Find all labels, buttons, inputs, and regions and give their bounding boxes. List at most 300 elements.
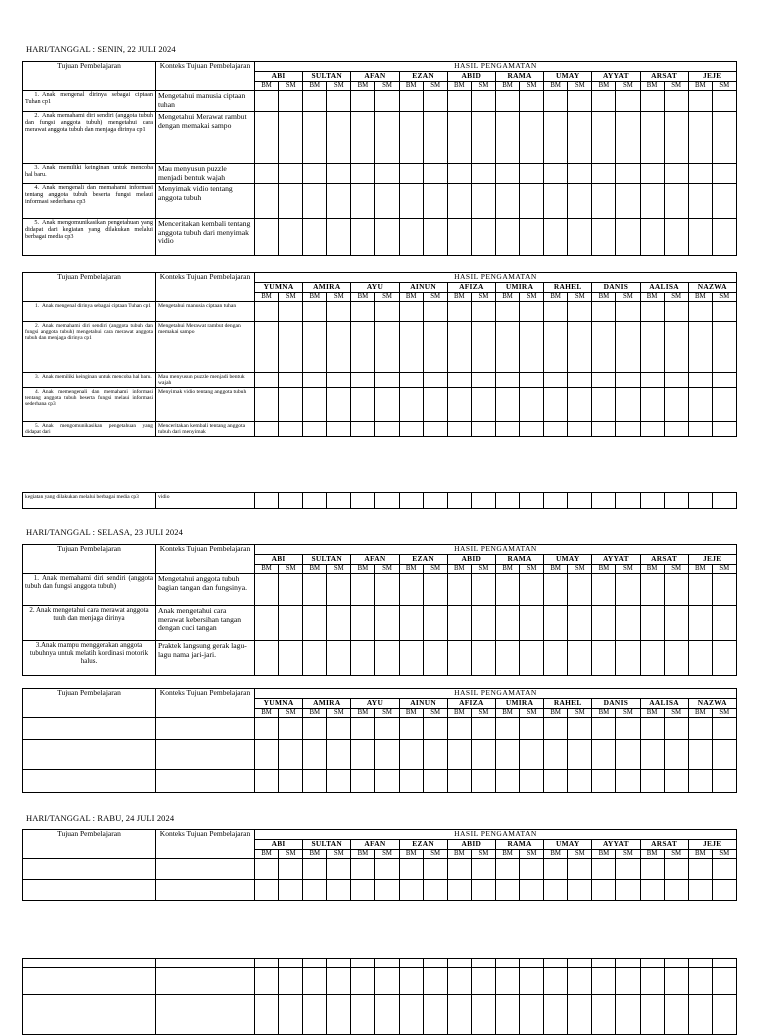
observation-cell[interactable] xyxy=(568,995,592,1035)
observation-cell[interactable] xyxy=(495,184,519,219)
observation-cell[interactable] xyxy=(351,959,375,968)
observation-cell[interactable] xyxy=(423,641,447,676)
observation-cell[interactable] xyxy=(447,302,471,322)
observation-cell[interactable] xyxy=(447,91,471,112)
observation-cell[interactable] xyxy=(471,91,495,112)
observation-cell[interactable] xyxy=(568,740,592,770)
observation-cell[interactable] xyxy=(568,164,592,184)
observation-cell[interactable] xyxy=(351,995,375,1035)
observation-cell[interactable] xyxy=(688,164,712,184)
observation-cell[interactable] xyxy=(471,770,495,793)
observation-cell[interactable] xyxy=(520,184,544,219)
observation-cell[interactable] xyxy=(568,219,592,256)
observation-cell[interactable] xyxy=(688,302,712,322)
observation-cell[interactable] xyxy=(664,770,688,793)
observation-cell[interactable] xyxy=(712,322,736,373)
observation-cell[interactable] xyxy=(375,184,399,219)
observation-cell[interactable] xyxy=(712,880,736,901)
observation-cell[interactable] xyxy=(568,641,592,676)
observation-cell[interactable] xyxy=(664,91,688,112)
observation-cell[interactable] xyxy=(495,112,519,164)
observation-cell[interactable] xyxy=(712,164,736,184)
observation-cell[interactable] xyxy=(520,219,544,256)
observation-cell[interactable] xyxy=(351,302,375,322)
observation-cell[interactable] xyxy=(592,164,616,184)
observation-cell[interactable] xyxy=(279,91,303,112)
observation-cell[interactable] xyxy=(399,606,423,641)
observation-cell[interactable] xyxy=(255,302,279,322)
observation-cell[interactable] xyxy=(520,718,544,740)
observation-cell[interactable] xyxy=(351,574,375,606)
observation-cell[interactable] xyxy=(303,740,327,770)
observation-cell[interactable] xyxy=(520,164,544,184)
observation-cell[interactable] xyxy=(471,641,495,676)
observation-cell[interactable] xyxy=(327,219,351,256)
observation-cell[interactable] xyxy=(616,995,640,1035)
observation-cell[interactable] xyxy=(447,641,471,676)
observation-cell[interactable] xyxy=(351,740,375,770)
observation-cell[interactable] xyxy=(471,606,495,641)
observation-cell[interactable] xyxy=(712,388,736,422)
observation-cell[interactable] xyxy=(447,422,471,437)
observation-cell[interactable] xyxy=(279,740,303,770)
observation-cell[interactable] xyxy=(688,493,712,509)
observation-cell[interactable] xyxy=(592,91,616,112)
observation-cell[interactable] xyxy=(327,422,351,437)
observation-cell[interactable] xyxy=(664,718,688,740)
observation-cell[interactable] xyxy=(712,493,736,509)
observation-cell[interactable] xyxy=(255,606,279,641)
observation-cell[interactable] xyxy=(399,859,423,880)
observation-cell[interactable] xyxy=(640,184,664,219)
observation-cell[interactable] xyxy=(544,388,568,422)
observation-cell[interactable] xyxy=(544,302,568,322)
observation-cell[interactable] xyxy=(592,219,616,256)
observation-cell[interactable] xyxy=(447,373,471,388)
observation-cell[interactable] xyxy=(375,91,399,112)
observation-cell[interactable] xyxy=(495,322,519,373)
observation-cell[interactable] xyxy=(592,388,616,422)
observation-cell[interactable] xyxy=(712,112,736,164)
observation-cell[interactable] xyxy=(640,388,664,422)
observation-cell[interactable] xyxy=(592,880,616,901)
observation-cell[interactable] xyxy=(303,388,327,422)
observation-cell[interactable] xyxy=(255,968,279,995)
observation-cell[interactable] xyxy=(447,995,471,1035)
observation-cell[interactable] xyxy=(544,574,568,606)
observation-cell[interactable] xyxy=(592,422,616,437)
observation-cell[interactable] xyxy=(688,184,712,219)
observation-cell[interactable] xyxy=(544,219,568,256)
observation-cell[interactable] xyxy=(520,91,544,112)
observation-cell[interactable] xyxy=(520,373,544,388)
observation-cell[interactable] xyxy=(375,493,399,509)
observation-cell[interactable] xyxy=(520,968,544,995)
observation-cell[interactable] xyxy=(327,641,351,676)
observation-cell[interactable] xyxy=(327,373,351,388)
observation-cell[interactable] xyxy=(423,164,447,184)
observation-cell[interactable] xyxy=(303,718,327,740)
observation-cell[interactable] xyxy=(664,641,688,676)
observation-cell[interactable] xyxy=(279,641,303,676)
observation-cell[interactable] xyxy=(640,493,664,509)
observation-cell[interactable] xyxy=(688,322,712,373)
observation-cell[interactable] xyxy=(303,91,327,112)
observation-cell[interactable] xyxy=(279,859,303,880)
observation-cell[interactable] xyxy=(447,112,471,164)
observation-cell[interactable] xyxy=(375,219,399,256)
observation-cell[interactable] xyxy=(568,880,592,901)
observation-cell[interactable] xyxy=(279,959,303,968)
observation-cell[interactable] xyxy=(495,968,519,995)
observation-cell[interactable] xyxy=(255,995,279,1035)
observation-cell[interactable] xyxy=(640,322,664,373)
observation-cell[interactable] xyxy=(375,373,399,388)
observation-cell[interactable] xyxy=(688,606,712,641)
observation-cell[interactable] xyxy=(640,770,664,793)
observation-cell[interactable] xyxy=(327,959,351,968)
observation-cell[interactable] xyxy=(712,219,736,256)
observation-cell[interactable] xyxy=(568,184,592,219)
observation-cell[interactable] xyxy=(255,574,279,606)
observation-cell[interactable] xyxy=(592,968,616,995)
observation-cell[interactable] xyxy=(568,422,592,437)
observation-cell[interactable] xyxy=(447,388,471,422)
observation-cell[interactable] xyxy=(303,968,327,995)
observation-cell[interactable] xyxy=(423,493,447,509)
observation-cell[interactable] xyxy=(544,740,568,770)
observation-cell[interactable] xyxy=(664,995,688,1035)
observation-cell[interactable] xyxy=(303,184,327,219)
observation-cell[interactable] xyxy=(495,770,519,793)
observation-cell[interactable] xyxy=(471,718,495,740)
observation-cell[interactable] xyxy=(423,740,447,770)
observation-cell[interactable] xyxy=(351,422,375,437)
observation-cell[interactable] xyxy=(447,718,471,740)
observation-cell[interactable] xyxy=(616,91,640,112)
observation-cell[interactable] xyxy=(568,959,592,968)
observation-cell[interactable] xyxy=(640,373,664,388)
observation-cell[interactable] xyxy=(495,880,519,901)
observation-cell[interactable] xyxy=(712,91,736,112)
observation-cell[interactable] xyxy=(544,164,568,184)
observation-cell[interactable] xyxy=(351,606,375,641)
observation-cell[interactable] xyxy=(327,968,351,995)
observation-cell[interactable] xyxy=(520,388,544,422)
observation-cell[interactable] xyxy=(423,91,447,112)
observation-cell[interactable] xyxy=(471,959,495,968)
observation-cell[interactable] xyxy=(664,959,688,968)
observation-cell[interactable] xyxy=(688,373,712,388)
observation-cell[interactable] xyxy=(255,388,279,422)
observation-cell[interactable] xyxy=(568,606,592,641)
observation-cell[interactable] xyxy=(423,959,447,968)
observation-cell[interactable] xyxy=(688,91,712,112)
observation-cell[interactable] xyxy=(423,968,447,995)
observation-cell[interactable] xyxy=(375,641,399,676)
observation-cell[interactable] xyxy=(279,219,303,256)
observation-cell[interactable] xyxy=(664,219,688,256)
observation-cell[interactable] xyxy=(544,880,568,901)
observation-cell[interactable] xyxy=(592,322,616,373)
observation-cell[interactable] xyxy=(351,322,375,373)
observation-cell[interactable] xyxy=(544,322,568,373)
observation-cell[interactable] xyxy=(423,995,447,1035)
observation-cell[interactable] xyxy=(688,959,712,968)
observation-cell[interactable] xyxy=(327,574,351,606)
observation-cell[interactable] xyxy=(423,574,447,606)
observation-cell[interactable] xyxy=(544,995,568,1035)
observation-cell[interactable] xyxy=(375,164,399,184)
observation-cell[interactable] xyxy=(616,574,640,606)
observation-cell[interactable] xyxy=(712,718,736,740)
observation-cell[interactable] xyxy=(664,740,688,770)
observation-cell[interactable] xyxy=(568,388,592,422)
observation-cell[interactable] xyxy=(544,606,568,641)
observation-cell[interactable] xyxy=(327,91,351,112)
observation-cell[interactable] xyxy=(616,184,640,219)
observation-cell[interactable] xyxy=(423,302,447,322)
observation-cell[interactable] xyxy=(351,968,375,995)
observation-cell[interactable] xyxy=(351,641,375,676)
observation-cell[interactable] xyxy=(303,493,327,509)
observation-cell[interactable] xyxy=(568,91,592,112)
observation-cell[interactable] xyxy=(616,493,640,509)
observation-cell[interactable] xyxy=(423,184,447,219)
observation-cell[interactable] xyxy=(375,880,399,901)
observation-cell[interactable] xyxy=(664,859,688,880)
observation-cell[interactable] xyxy=(447,770,471,793)
observation-cell[interactable] xyxy=(423,373,447,388)
observation-cell[interactable] xyxy=(592,859,616,880)
observation-cell[interactable] xyxy=(447,574,471,606)
observation-cell[interactable] xyxy=(568,770,592,793)
observation-cell[interactable] xyxy=(495,859,519,880)
observation-cell[interactable] xyxy=(568,718,592,740)
observation-cell[interactable] xyxy=(520,770,544,793)
observation-cell[interactable] xyxy=(327,740,351,770)
observation-cell[interactable] xyxy=(303,164,327,184)
observation-cell[interactable] xyxy=(423,388,447,422)
observation-cell[interactable] xyxy=(664,968,688,995)
observation-cell[interactable] xyxy=(544,184,568,219)
observation-cell[interactable] xyxy=(664,373,688,388)
observation-cell[interactable] xyxy=(616,322,640,373)
observation-cell[interactable] xyxy=(303,373,327,388)
observation-cell[interactable] xyxy=(399,718,423,740)
observation-cell[interactable] xyxy=(375,968,399,995)
observation-cell[interactable] xyxy=(351,219,375,256)
observation-cell[interactable] xyxy=(520,641,544,676)
observation-cell[interactable] xyxy=(399,641,423,676)
observation-cell[interactable] xyxy=(255,373,279,388)
observation-cell[interactable] xyxy=(447,322,471,373)
observation-cell[interactable] xyxy=(616,880,640,901)
observation-cell[interactable] xyxy=(303,880,327,901)
observation-cell[interactable] xyxy=(255,91,279,112)
observation-cell[interactable] xyxy=(375,302,399,322)
observation-cell[interactable] xyxy=(279,184,303,219)
observation-cell[interactable] xyxy=(712,959,736,968)
observation-cell[interactable] xyxy=(640,91,664,112)
observation-cell[interactable] xyxy=(640,859,664,880)
observation-cell[interactable] xyxy=(471,995,495,1035)
observation-cell[interactable] xyxy=(688,112,712,164)
observation-cell[interactable] xyxy=(255,164,279,184)
observation-cell[interactable] xyxy=(279,422,303,437)
observation-cell[interactable] xyxy=(399,880,423,901)
observation-cell[interactable] xyxy=(447,740,471,770)
observation-cell[interactable] xyxy=(423,718,447,740)
observation-cell[interactable] xyxy=(712,574,736,606)
observation-cell[interactable] xyxy=(688,880,712,901)
observation-cell[interactable] xyxy=(568,302,592,322)
observation-cell[interactable] xyxy=(688,388,712,422)
observation-cell[interactable] xyxy=(688,641,712,676)
observation-cell[interactable] xyxy=(399,995,423,1035)
observation-cell[interactable] xyxy=(568,112,592,164)
observation-cell[interactable] xyxy=(688,995,712,1035)
observation-cell[interactable] xyxy=(255,959,279,968)
observation-cell[interactable] xyxy=(279,112,303,164)
observation-cell[interactable] xyxy=(351,718,375,740)
observation-cell[interactable] xyxy=(423,606,447,641)
observation-cell[interactable] xyxy=(471,422,495,437)
observation-cell[interactable] xyxy=(592,606,616,641)
observation-cell[interactable] xyxy=(495,606,519,641)
observation-cell[interactable] xyxy=(255,322,279,373)
observation-cell[interactable] xyxy=(423,422,447,437)
observation-cell[interactable] xyxy=(423,322,447,373)
observation-cell[interactable] xyxy=(664,322,688,373)
observation-cell[interactable] xyxy=(255,112,279,164)
observation-cell[interactable] xyxy=(447,606,471,641)
observation-cell[interactable] xyxy=(640,422,664,437)
observation-cell[interactable] xyxy=(520,493,544,509)
observation-cell[interactable] xyxy=(399,322,423,373)
observation-cell[interactable] xyxy=(375,112,399,164)
observation-cell[interactable] xyxy=(495,388,519,422)
observation-cell[interactable] xyxy=(640,164,664,184)
observation-cell[interactable] xyxy=(640,574,664,606)
observation-cell[interactable] xyxy=(255,219,279,256)
observation-cell[interactable] xyxy=(520,859,544,880)
observation-cell[interactable] xyxy=(279,606,303,641)
observation-cell[interactable] xyxy=(399,184,423,219)
observation-cell[interactable] xyxy=(351,164,375,184)
observation-cell[interactable] xyxy=(471,164,495,184)
observation-cell[interactable] xyxy=(640,641,664,676)
observation-cell[interactable] xyxy=(544,422,568,437)
observation-cell[interactable] xyxy=(303,641,327,676)
observation-cell[interactable] xyxy=(471,388,495,422)
observation-cell[interactable] xyxy=(279,880,303,901)
observation-cell[interactable] xyxy=(616,219,640,256)
observation-cell[interactable] xyxy=(495,959,519,968)
observation-cell[interactable] xyxy=(616,740,640,770)
observation-cell[interactable] xyxy=(568,322,592,373)
observation-cell[interactable] xyxy=(471,740,495,770)
observation-cell[interactable] xyxy=(712,770,736,793)
observation-cell[interactable] xyxy=(640,718,664,740)
observation-cell[interactable] xyxy=(399,959,423,968)
observation-cell[interactable] xyxy=(688,718,712,740)
observation-cell[interactable] xyxy=(351,184,375,219)
observation-cell[interactable] xyxy=(544,770,568,793)
observation-cell[interactable] xyxy=(303,959,327,968)
observation-cell[interactable] xyxy=(303,322,327,373)
observation-cell[interactable] xyxy=(664,164,688,184)
observation-cell[interactable] xyxy=(616,959,640,968)
observation-cell[interactable] xyxy=(327,302,351,322)
observation-cell[interactable] xyxy=(255,770,279,793)
observation-cell[interactable] xyxy=(520,740,544,770)
observation-cell[interactable] xyxy=(471,219,495,256)
observation-cell[interactable] xyxy=(375,959,399,968)
observation-cell[interactable] xyxy=(351,112,375,164)
observation-cell[interactable] xyxy=(640,880,664,901)
observation-cell[interactable] xyxy=(351,373,375,388)
observation-cell[interactable] xyxy=(255,184,279,219)
observation-cell[interactable] xyxy=(327,164,351,184)
observation-cell[interactable] xyxy=(520,322,544,373)
observation-cell[interactable] xyxy=(423,219,447,256)
observation-cell[interactable] xyxy=(616,302,640,322)
observation-cell[interactable] xyxy=(327,995,351,1035)
observation-cell[interactable] xyxy=(447,968,471,995)
observation-cell[interactable] xyxy=(640,302,664,322)
observation-cell[interactable] xyxy=(520,422,544,437)
observation-cell[interactable] xyxy=(664,112,688,164)
observation-cell[interactable] xyxy=(664,422,688,437)
observation-cell[interactable] xyxy=(664,574,688,606)
observation-cell[interactable] xyxy=(544,968,568,995)
observation-cell[interactable] xyxy=(712,373,736,388)
observation-cell[interactable] xyxy=(375,770,399,793)
observation-cell[interactable] xyxy=(592,740,616,770)
observation-cell[interactable] xyxy=(568,859,592,880)
observation-cell[interactable] xyxy=(688,219,712,256)
observation-cell[interactable] xyxy=(375,322,399,373)
observation-cell[interactable] xyxy=(640,606,664,641)
observation-cell[interactable] xyxy=(688,740,712,770)
observation-cell[interactable] xyxy=(688,859,712,880)
observation-cell[interactable] xyxy=(592,112,616,164)
observation-cell[interactable] xyxy=(255,740,279,770)
observation-cell[interactable] xyxy=(279,164,303,184)
observation-cell[interactable] xyxy=(375,422,399,437)
observation-cell[interactable] xyxy=(471,574,495,606)
observation-cell[interactable] xyxy=(471,880,495,901)
observation-cell[interactable] xyxy=(399,770,423,793)
observation-cell[interactable] xyxy=(592,493,616,509)
observation-cell[interactable] xyxy=(399,112,423,164)
observation-cell[interactable] xyxy=(375,859,399,880)
observation-cell[interactable] xyxy=(279,718,303,740)
observation-cell[interactable] xyxy=(327,606,351,641)
observation-cell[interactable] xyxy=(447,959,471,968)
observation-cell[interactable] xyxy=(640,219,664,256)
observation-cell[interactable] xyxy=(592,718,616,740)
observation-cell[interactable] xyxy=(616,859,640,880)
observation-cell[interactable] xyxy=(544,718,568,740)
observation-cell[interactable] xyxy=(375,740,399,770)
observation-cell[interactable] xyxy=(712,422,736,437)
observation-cell[interactable] xyxy=(399,91,423,112)
observation-cell[interactable] xyxy=(495,302,519,322)
observation-cell[interactable] xyxy=(375,606,399,641)
observation-cell[interactable] xyxy=(568,373,592,388)
